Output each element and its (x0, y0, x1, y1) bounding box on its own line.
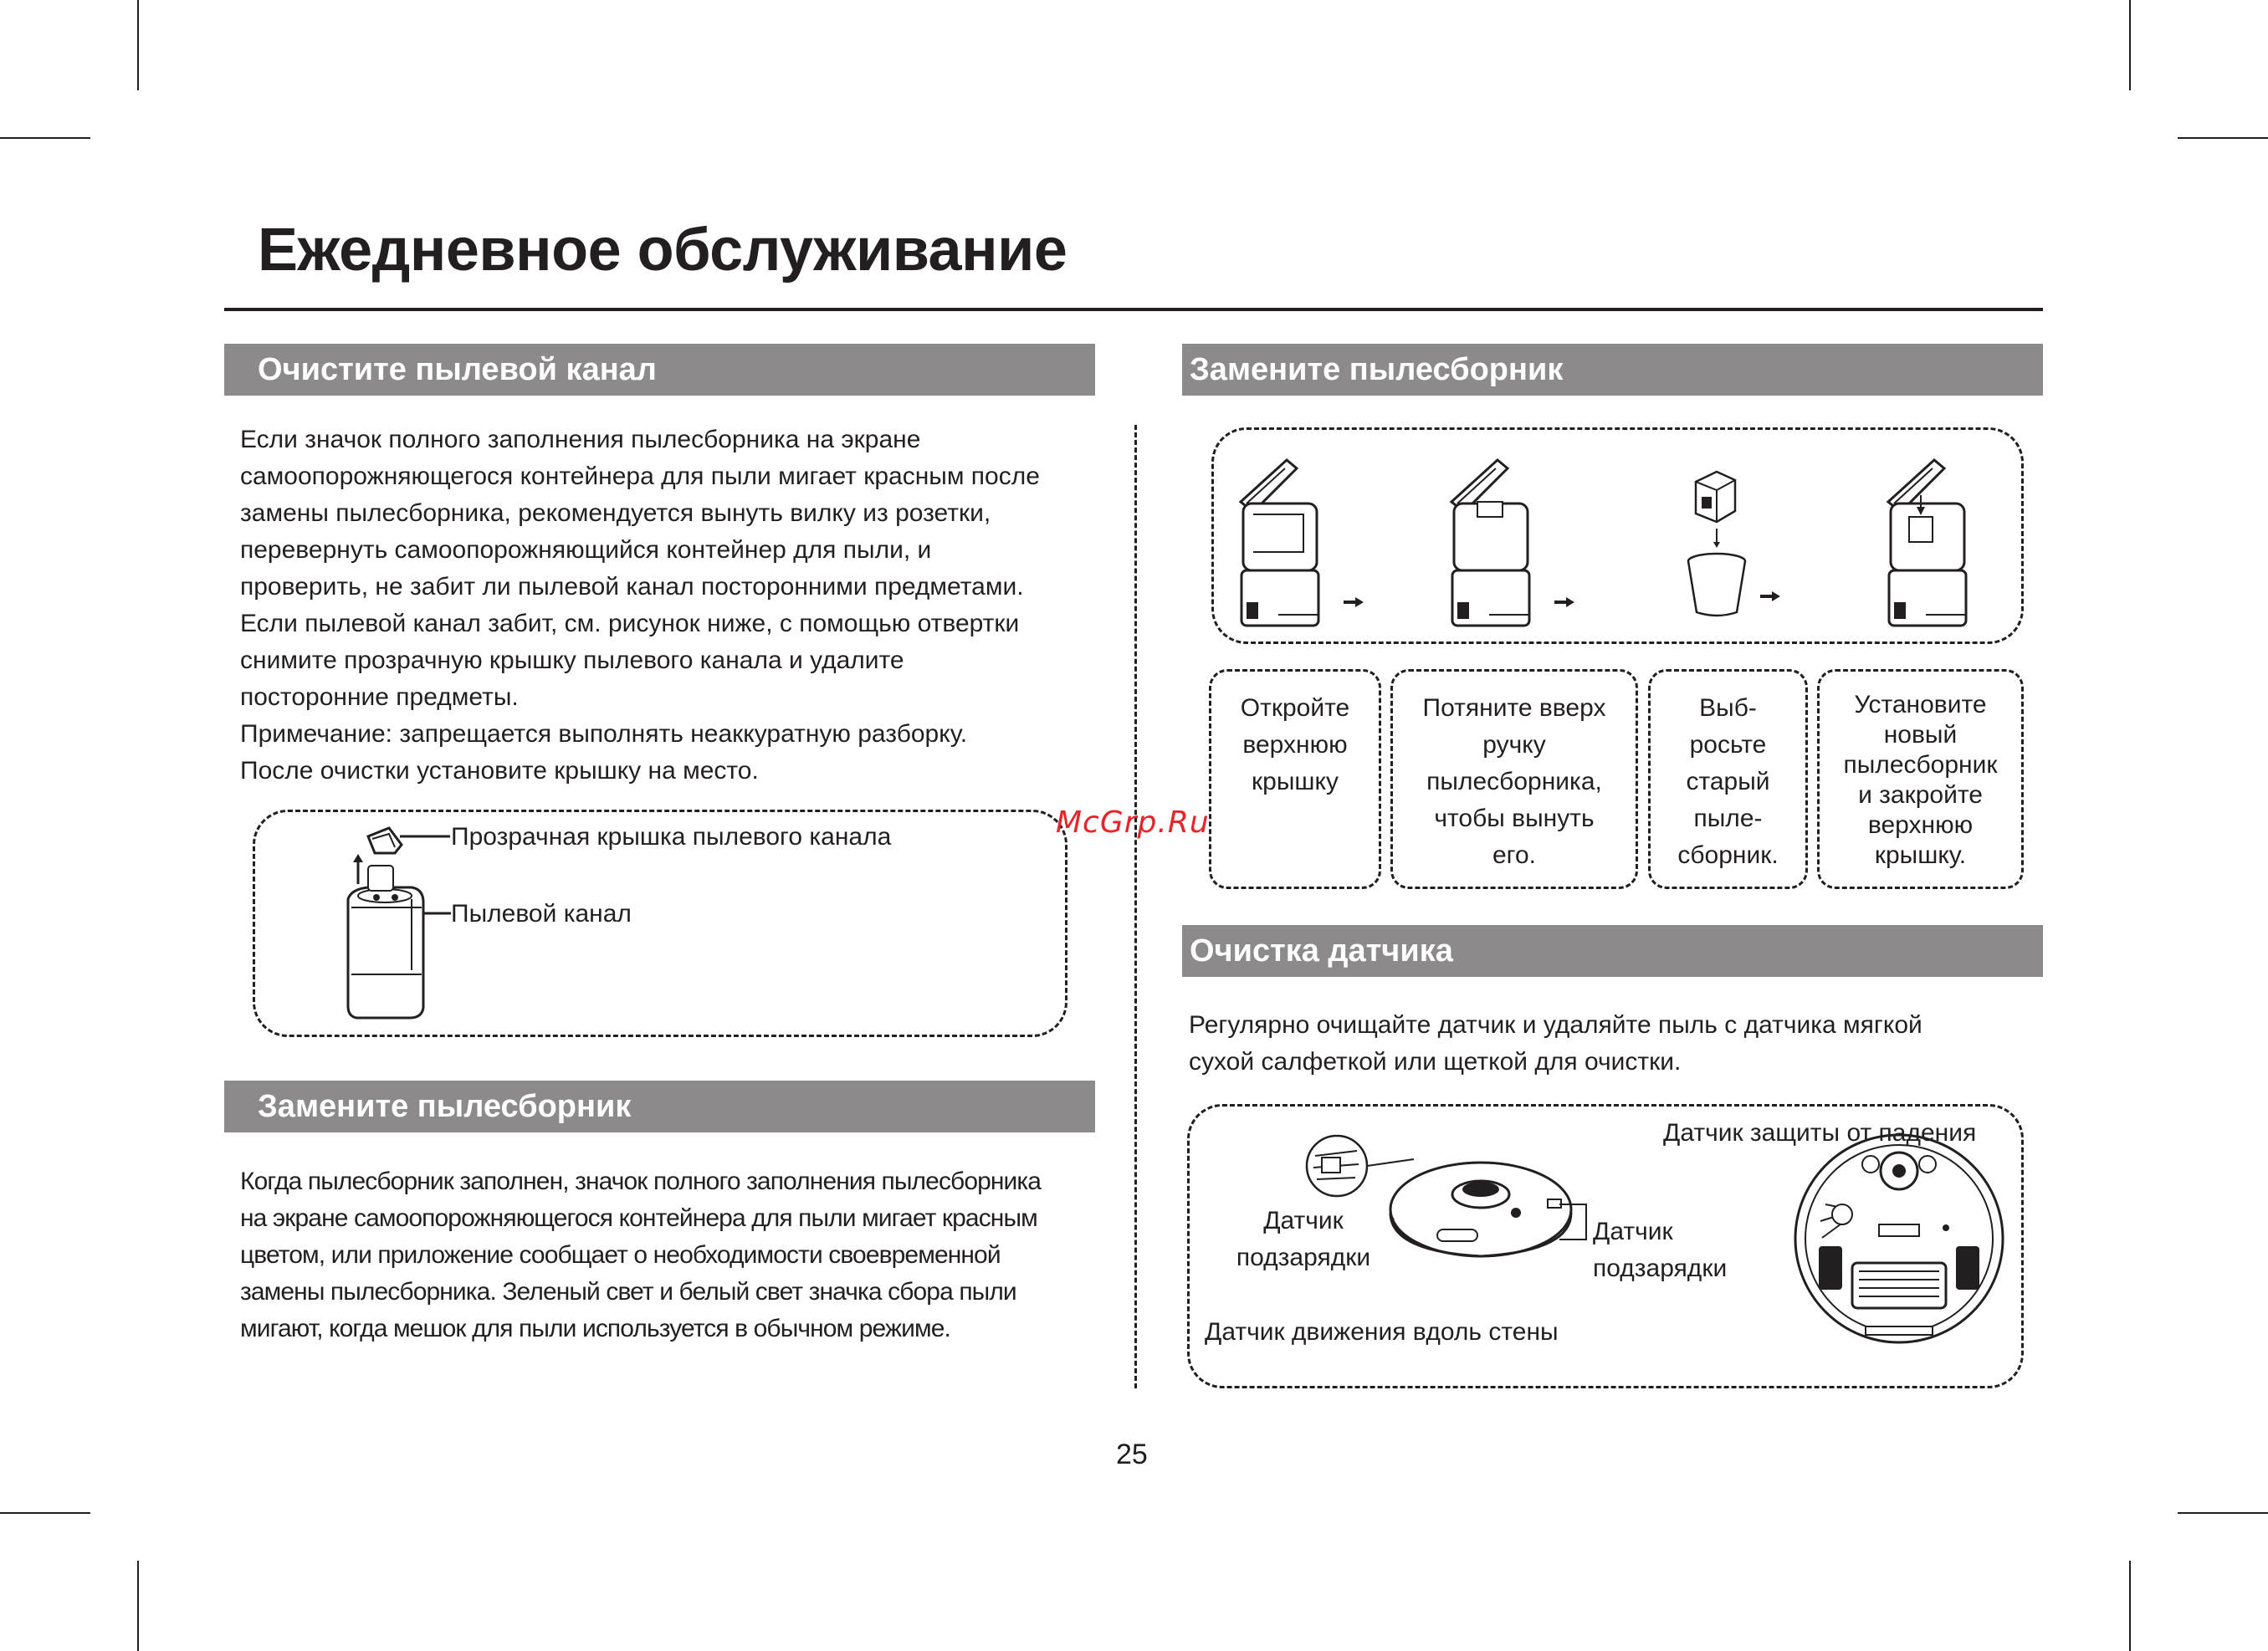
label-line: Датчик (1593, 1218, 1673, 1245)
step-text: верхнюю (1867, 811, 1974, 839)
section-heading-replace-bag-left: Замените пылесборник (224, 1081, 1095, 1132)
step-text: пылесборник (1843, 751, 1998, 779)
arrow-right-icon (1760, 590, 1782, 603)
replace-bag-text (240, 1163, 1127, 1347)
label-line: подзарядки (1236, 1244, 1371, 1271)
text-line: посторонние предметы. (240, 683, 519, 711)
clean-channel-text (240, 422, 1110, 790)
step-text: Откройте (1240, 694, 1350, 722)
page-number: 25 (1116, 1439, 1148, 1470)
step-box-open-lid (1209, 669, 1381, 889)
crop-mark (2178, 137, 2268, 139)
text-line: Когда пылесборник заполнен, значок полного заполнения пылесборника (240, 1168, 1042, 1195)
step-text: ручку (1482, 731, 1546, 759)
step-text: Выб- (1699, 694, 1757, 722)
station-install-bag-illustration (1884, 452, 1976, 631)
column-divider (1134, 425, 1137, 1388)
discard-bag-illustration (1683, 465, 1754, 621)
sensor-cleaning-text (1189, 1007, 2034, 1081)
step-text: сборник. (1677, 841, 1779, 869)
leader-line-channel (422, 912, 451, 915)
text-line: Если значок полного заполнения пылесборника на экране (240, 426, 921, 453)
step-text: Установите (1854, 691, 1987, 718)
step-text: росьте (1689, 731, 1767, 759)
text-line: Примечание: запрещается выполнять неаккуратную разборку. (240, 720, 968, 748)
step-text: верхнюю (1242, 731, 1348, 759)
leader-line-cover (400, 835, 450, 838)
text-line: мигают, когда мешок для пыли используется в обычном режиме. (240, 1315, 950, 1342)
page-title: Ежедневное обслуживание (258, 217, 1067, 284)
step-text: крышку (1252, 768, 1339, 795)
label-transparent-cover: Прозрачная крышка пылевого канала (451, 823, 892, 851)
section-heading-replace-bag-right: Замените пылесборник (1182, 344, 2043, 396)
section-heading-clean-channel: Очистите пылевой канал (224, 344, 1095, 396)
crop-mark (0, 1512, 90, 1514)
arrow-right-icon (1554, 595, 1576, 609)
crop-mark (2129, 0, 2131, 90)
text-line: цветом, или приложение сообщает о необходимости своевременной (240, 1241, 1001, 1269)
crop-mark (2129, 1561, 2131, 1651)
text-line: снимите прозрачную крышку пылевого канала и удалите (240, 647, 904, 674)
crop-mark (137, 0, 139, 90)
title-rule (224, 308, 2043, 311)
text-line: сухой салфеткой или щеткой для очистки. (1189, 1048, 1682, 1076)
text-line: После очистки установите крышку на место. (240, 757, 759, 785)
step-text: пылесборника, (1426, 768, 1602, 795)
step-text: пыле- (1693, 805, 1763, 832)
text-line: самоопорожняющегося контейнера для пыли мигает красным после (240, 463, 1040, 490)
text-line: на экране самоопорожняющегося контейнера для пыли мигает красным (240, 1204, 1037, 1232)
step-text: новый (1883, 721, 1958, 749)
label-wall-sensor: Датчик движения вдоль стены (1205, 1318, 1559, 1346)
step-text: Потяните вверх (1422, 694, 1606, 722)
text-line: перевернуть самоопорожняющийся контейнер для пыли, и (240, 536, 932, 564)
section-heading-sensor-cleaning: Очистка датчика (1182, 925, 2043, 977)
step-text: чтобы вынуть (1434, 805, 1595, 832)
step-text: его. (1492, 841, 1536, 869)
robot-bottom-view-illustration (1792, 1121, 2006, 1357)
label-dust-channel: Пылевой канал (451, 900, 632, 928)
step-box-discard-bag (1648, 669, 1808, 889)
step-text: крышку. (1874, 841, 1967, 869)
label-line: подзарядки (1593, 1255, 1728, 1282)
station-pull-bag-illustration (1447, 452, 1539, 631)
crop-mark (137, 1561, 139, 1651)
text-line: Регулярно очищайте датчик и удаляйте пыль с датчика мягкой (1189, 1011, 1922, 1039)
text-line: проверить, не забит ли пылевой канал посторонними предметами. (240, 573, 1024, 601)
station-open-lid-illustration (1236, 452, 1329, 631)
step-box-pull-bag (1390, 669, 1638, 889)
dust-channel-illustration (318, 824, 443, 1025)
step-text: старый (1686, 768, 1770, 795)
crop-mark (2178, 1512, 2268, 1514)
charge-sensor-leader-line (1558, 1203, 1588, 1241)
label-charge-sensor-left (1230, 1203, 1377, 1276)
label-charge-sensor-right (1593, 1214, 1727, 1287)
text-line: замены пылесборника. Зеленый свет и белый свет значка сбора пыли (240, 1278, 1016, 1306)
text-line: замены пылесборника, рекомендуется вынуть вилку из розетки, (240, 499, 991, 527)
label-line: Датчик (1263, 1207, 1344, 1234)
label-cliff-sensor: Датчик защиты от падения (1663, 1119, 1977, 1147)
arrow-right-icon (1344, 595, 1365, 609)
step-text: и закройте (1858, 781, 1983, 809)
crop-mark (0, 137, 90, 139)
watermark: McGrp.Ru (1056, 805, 1210, 840)
step-box-install-bag (1817, 669, 2024, 889)
text-line: Если пылевой канал забит, см. рисунок ниже, с помощью отвертки (240, 610, 1020, 637)
